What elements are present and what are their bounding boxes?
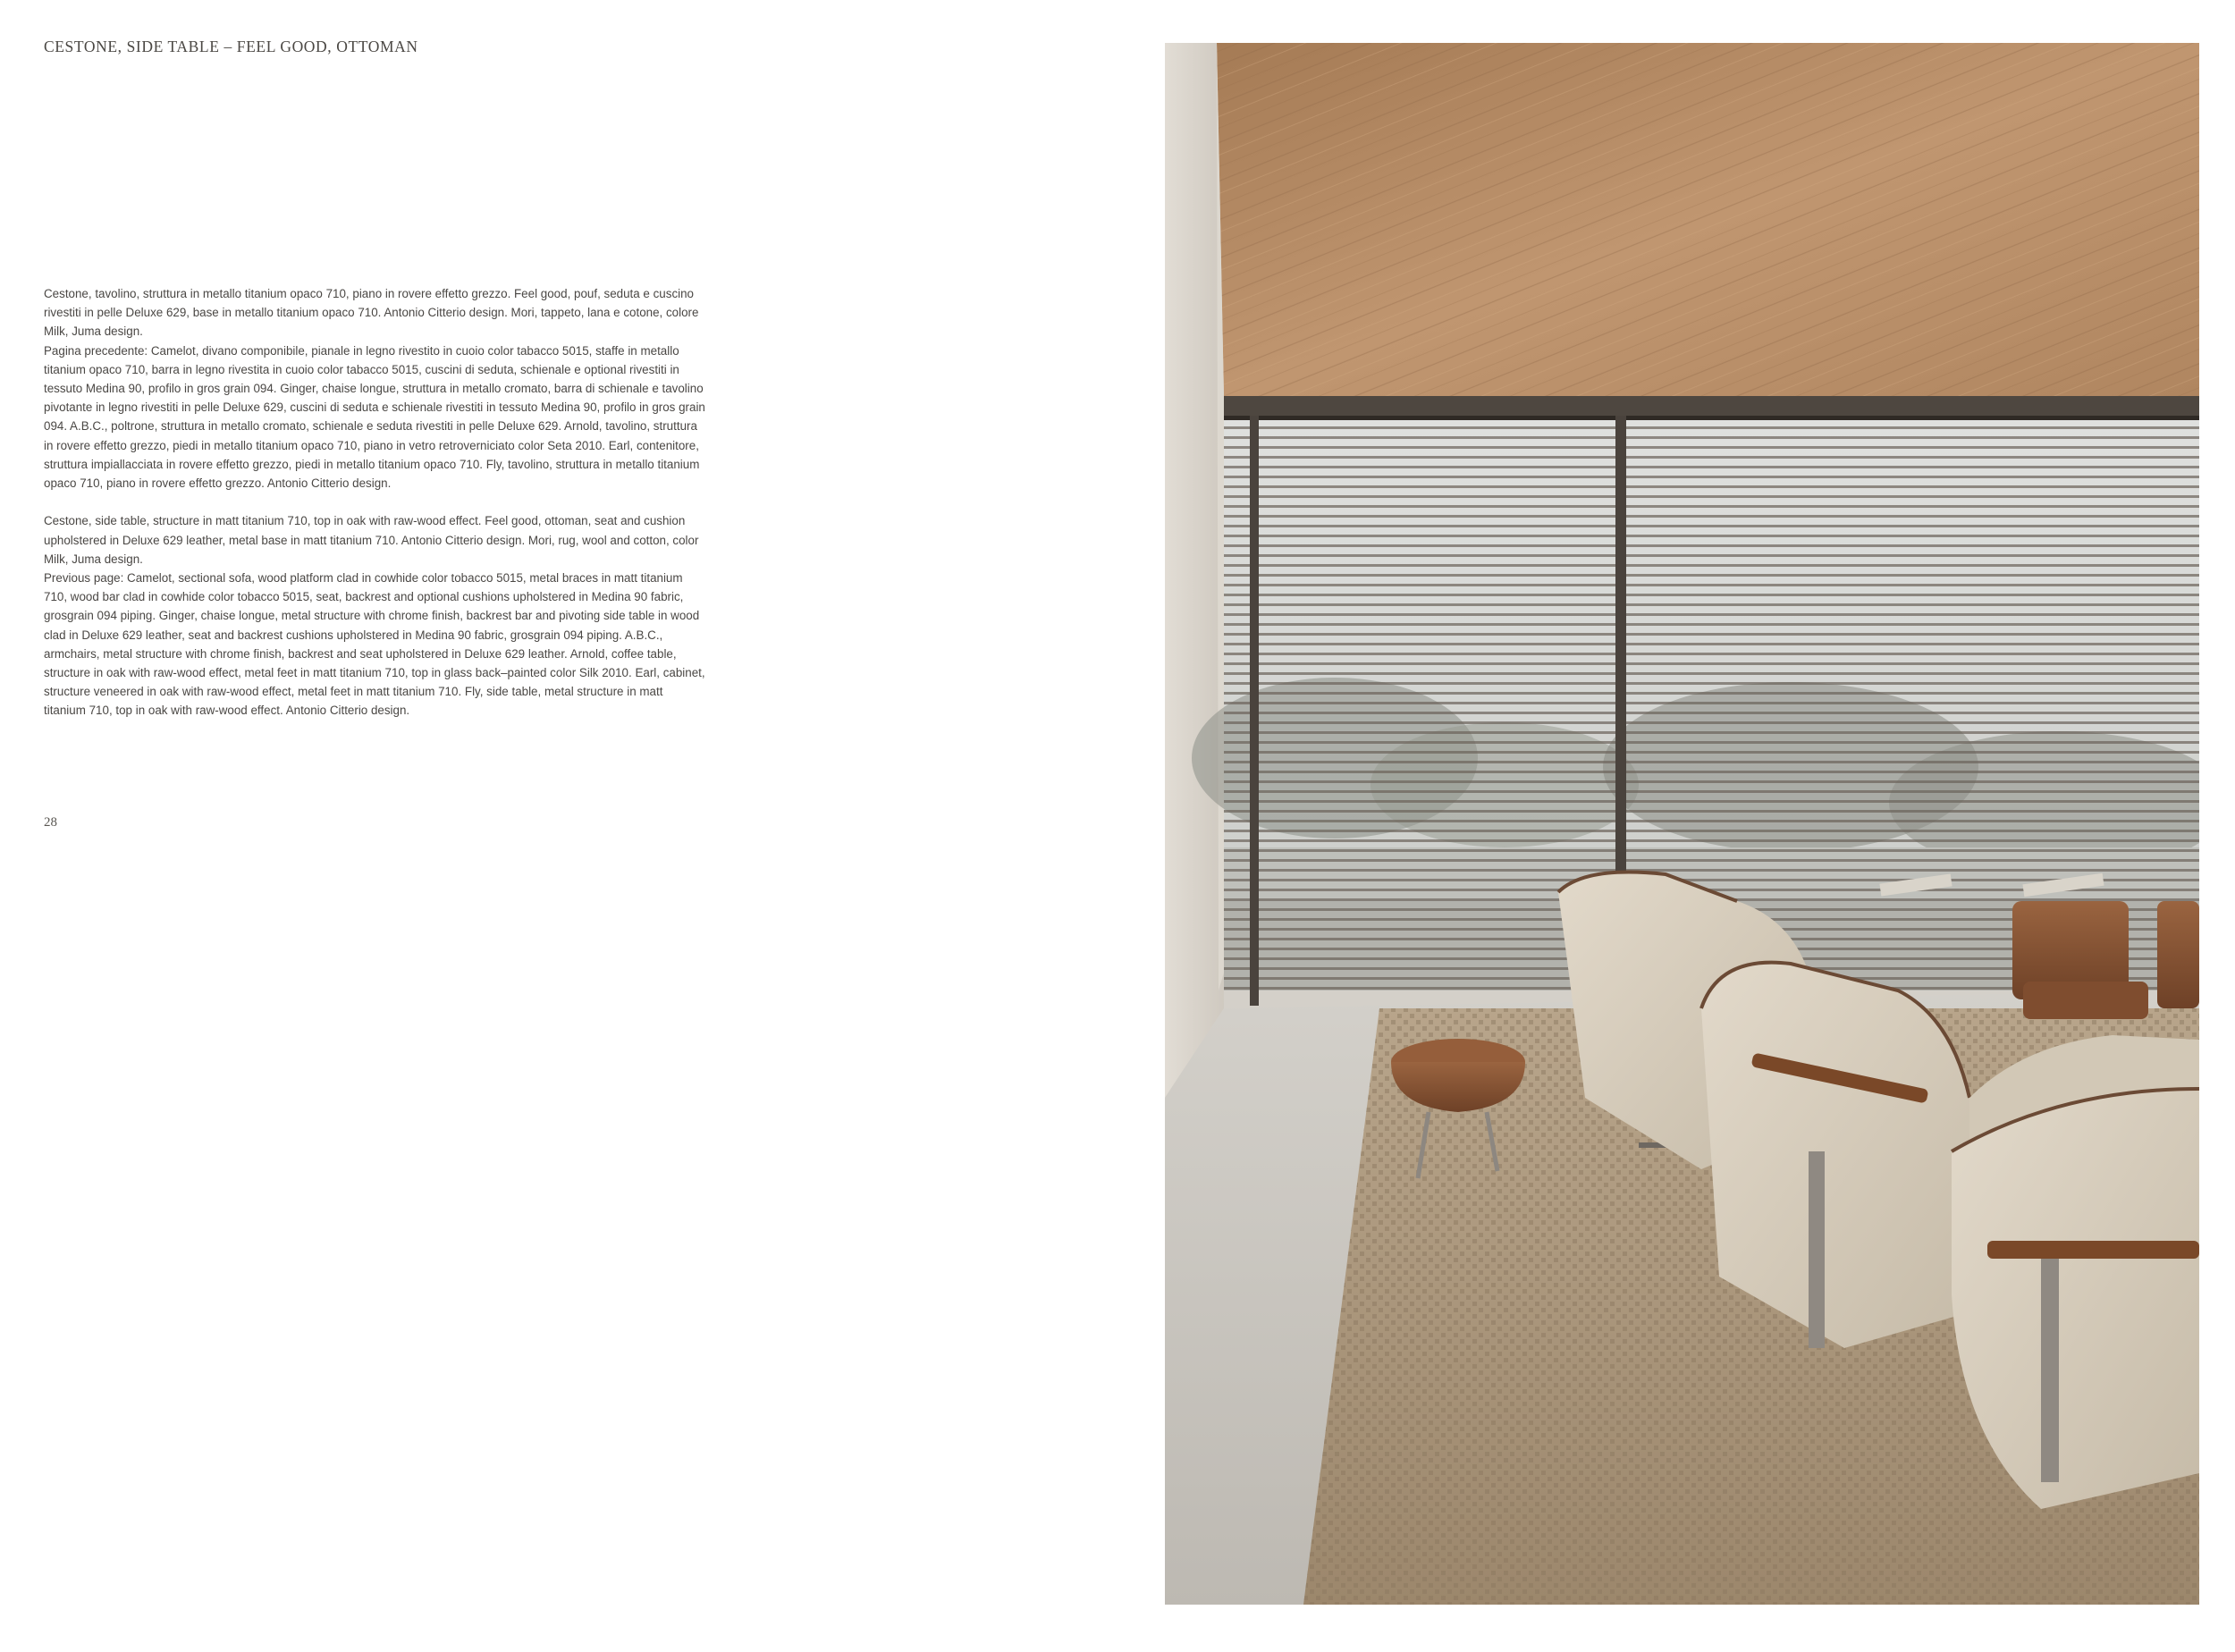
caption-block: [44, 284, 705, 721]
interior-photo: [1165, 43, 2199, 1605]
caption-italian-previous-page: Pagina precedente: Camelot, divano componibile, pianale in legno rivestito in cuoio color tabacco 5015, staffe in metallo titanium opaco 710, barra in legno rivestita in cuoio color tabacco 5015, cuscini di seduta, schienale e optional rivestiti in tessuto Medina 90, profilo in gros grain 094. Ginger, chaise longue, struttura in metallo cromato, barra di schienale e tavolino pivotante in legno rivestiti in pelle Deluxe 629, cuscini di seduta e schienale rivestiti in tessuto Medina 90, profilo in gros grain 094. A.B.C., poltrone, struttura in metallo cromato, schienale e seduta rivestiti in pelle Deluxe 629. Arnold, tavolino, struttura in rovere effetto grezzo, piedi in metallo titanium opaco 710, piano in vetro retroverniciato color Seta 2010. Earl, contenitore, struttura impiallacciata in rovere effetto grezzo, piedi in metallo titanium opaco 710. Fly, tavolino, struttura in metallo titanium opaco 710, piano in rovere effetto grezzo. Antonio Citterio design.: [44, 343, 705, 491]
caption-english-previous-page: Previous page: Camelot, sectional sofa, wood platform clad in cowhide color tobacco 5015, metal braces in matt titanium 710, wood bar clad in cowhide color tobacco 5015, seat, backrest and optional cushions upholstered in Medina 90 fabric, grosgrain 094 piping. Ginger, chaise longue, metal structure with chrome finish, backrest bar and pivoting side table in wood clad in Deluxe 629 leather, seat and backrest cushions upholstered in Medina 90 fabric, grosgrain 094 piping. A.B.C., armchairs, metal structure with chrome finish, backrest and seat upholstered in Deluxe 629 leather. Arnold, coffee table, structure in oak with raw-wood effect, metal feet in matt titanium 710, top in glass back–painted color Silk 2010. Earl, cabinet, structure veneered in oak with raw-wood effect, metal feet in matt titanium 710. Fly, side table, metal structure in matt titanium 710, top in oak with raw-wood effect. Antonio Citterio design.: [44, 571, 705, 718]
caption-italian: Cestone, tavolino, struttura in metallo titanium opaco 710, piano in rovere effetto grezzo. Feel good, pouf, seduta e cuscino rivestiti in pelle Deluxe 629, base in metallo titanium opaco 710. Antonio Citterio design. Mori, tappeto, lana e cotone, colore Milk, Juma design.: [44, 287, 699, 339]
caption-english: Cestone, side table, structure in matt titanium 710, top in oak with raw-wood effect. Feel good, ottoman, seat and cushion upholstered in Deluxe 629 leather, metal base in matt titanium 710. Antonio Citterio design. Mori, rug, wool and cotton, color Milk, Juma design.: [44, 514, 699, 566]
page-number: 28: [44, 815, 57, 830]
page-header: CESTONE, SIDE TABLE – FEEL GOOD, OTTOMAN: [44, 38, 418, 55]
